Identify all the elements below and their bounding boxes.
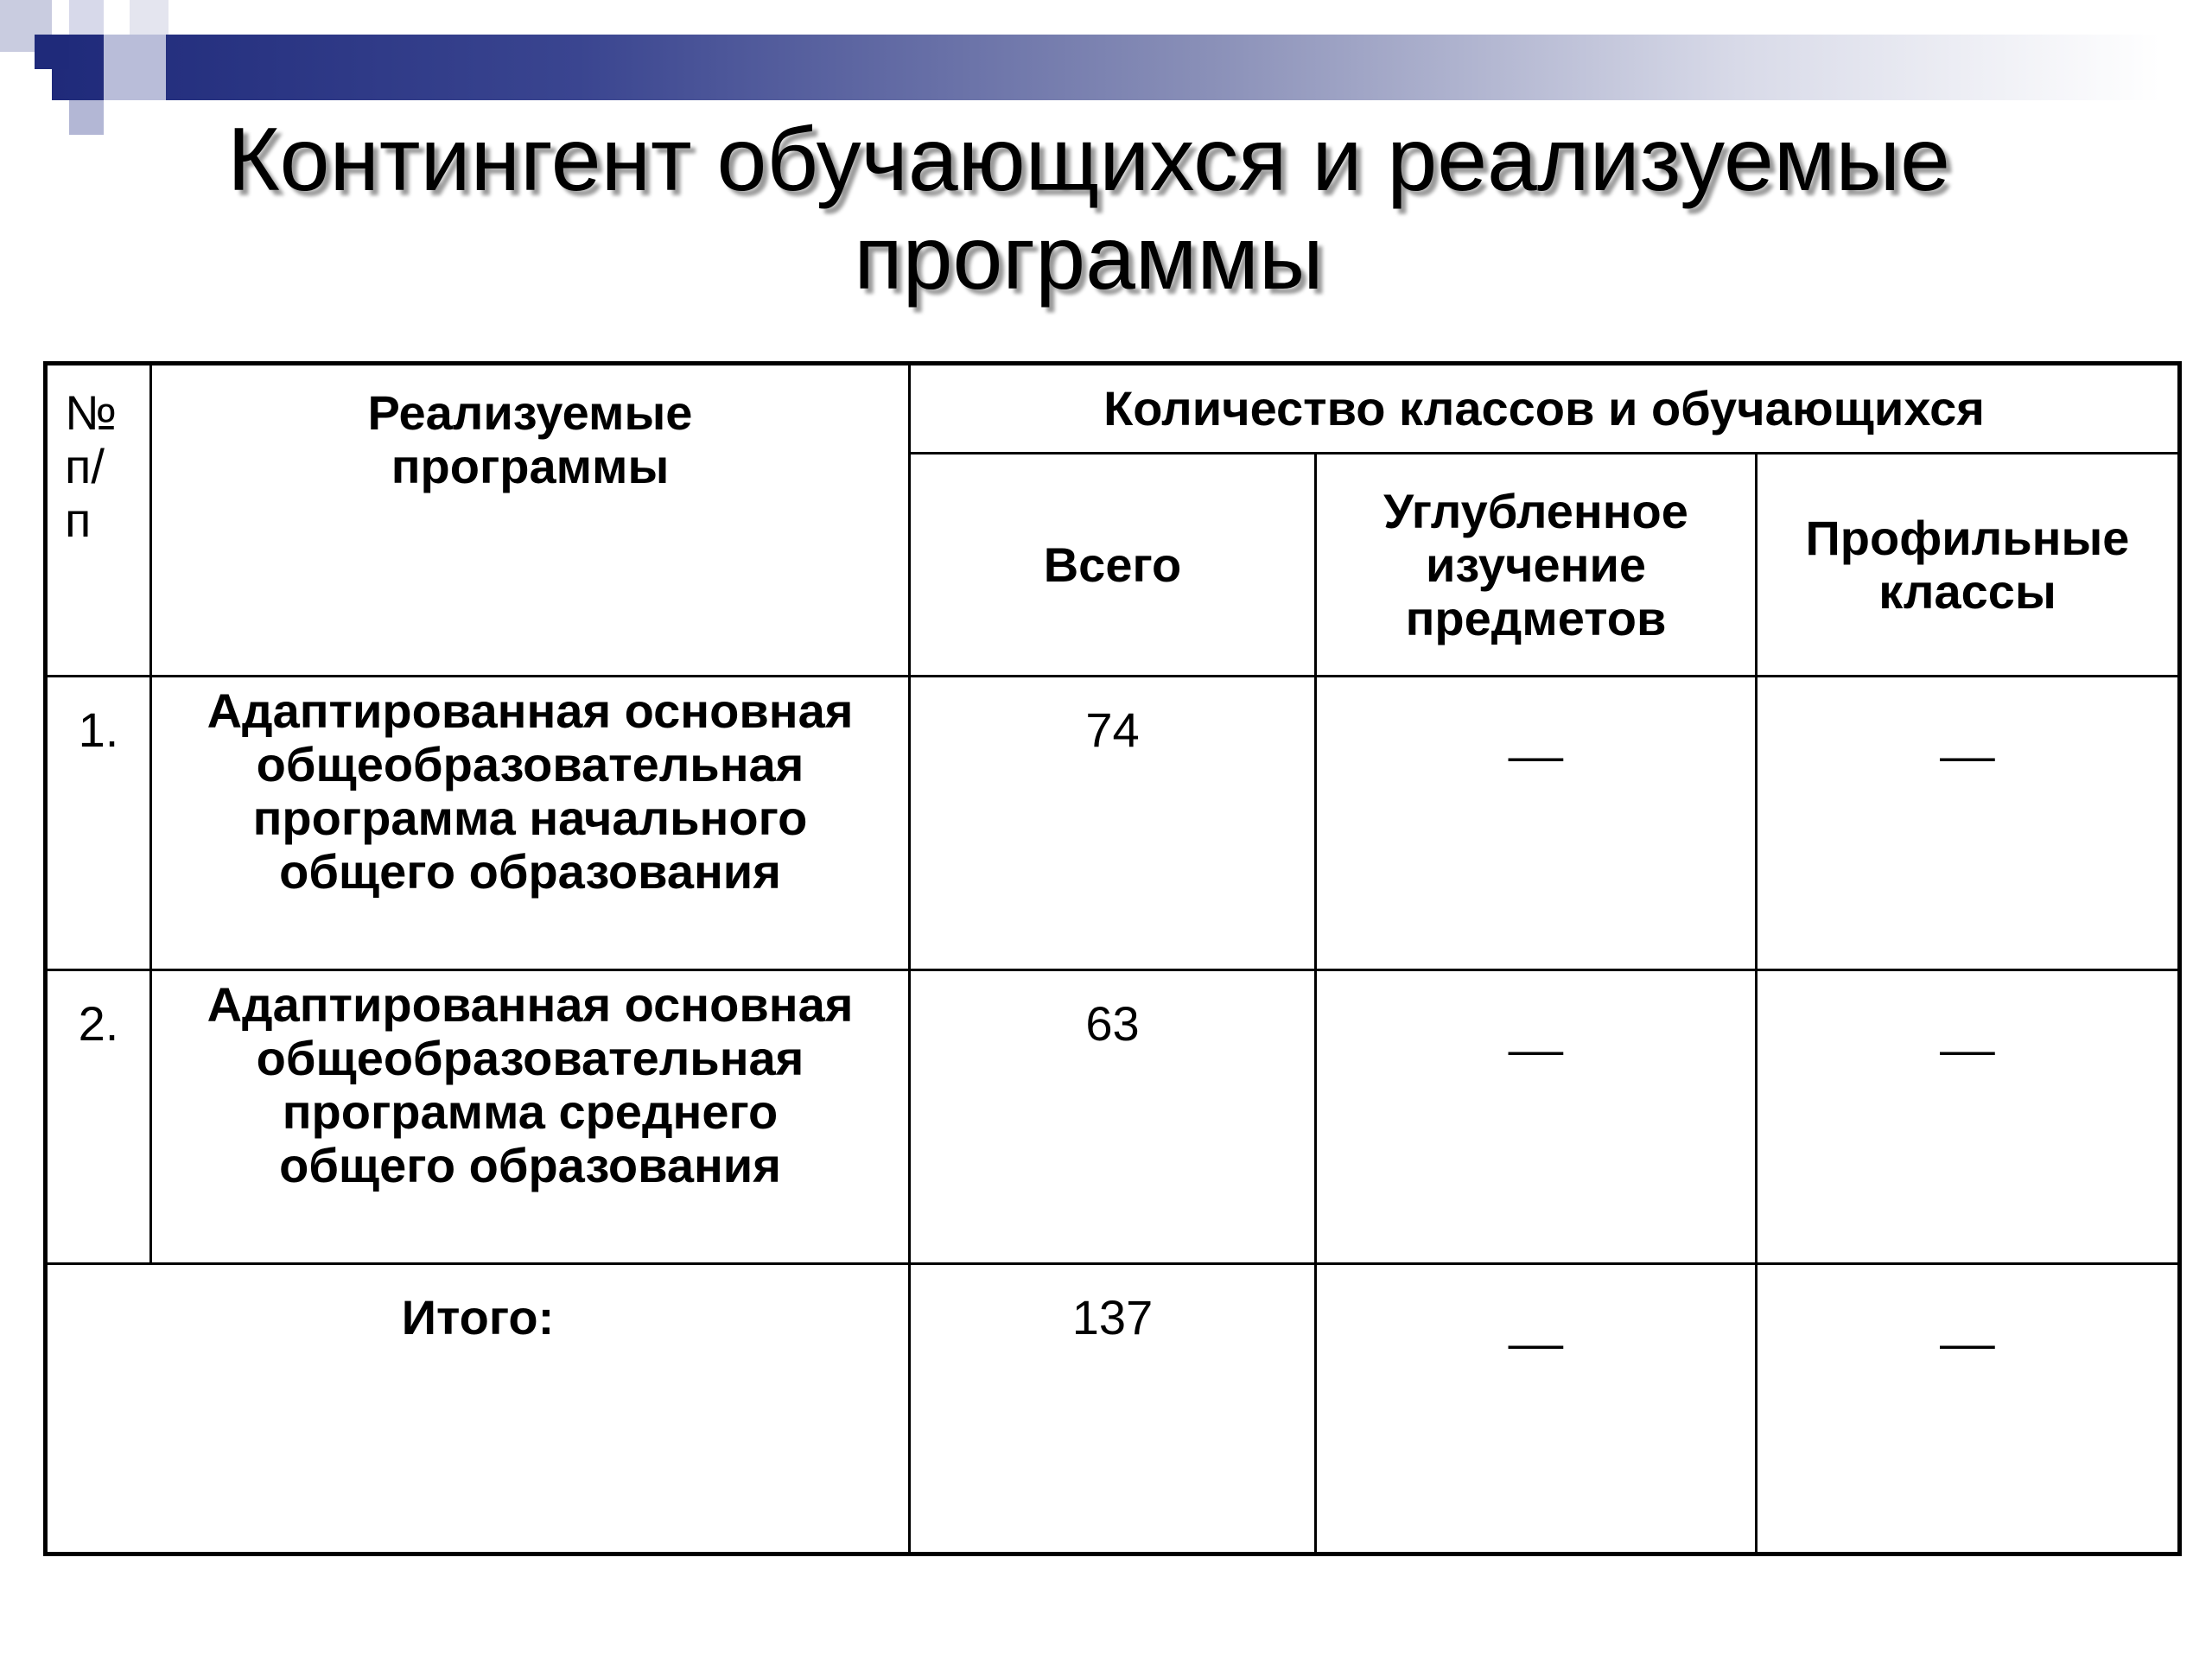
decor-square [104,35,166,100]
header-count-group-label: Количество классов и обучающихся [1103,381,1985,435]
header-advanced [1316,454,1757,677]
row-num: 2. [46,970,151,1264]
header-programs-label: Реализуемые программы [367,385,693,493]
decor-square [130,0,168,35]
summary-row [46,1264,2180,1554]
row-total: 74 [910,677,1316,970]
row-num: 1. [46,677,151,970]
table-row [46,677,2180,970]
slide-title-line2: программы [854,208,1324,308]
summary-advanced: __ [1316,1264,1757,1554]
row-advanced: __ [1316,677,1757,970]
header-total-label: Всего [1043,537,1182,592]
header-num-label: № п/ п [65,385,118,547]
header-count-group [910,364,2180,454]
row-program-label: Адаптированная основная общеобразовательная программа начального общего образования [207,683,854,899]
programs-table [43,361,2182,1556]
row-advanced: __ [1316,970,1757,1264]
slide-title [52,111,2126,308]
row-profile: __ [1757,970,2180,1264]
header-total [910,454,1316,677]
row-total: 63 [910,970,1316,1264]
decor-square [69,0,104,35]
summary-profile: __ [1757,1264,2180,1554]
header-profile-label: Профильные классы [1805,510,2130,619]
header-programs [151,364,910,677]
row-program [151,970,910,1264]
decor-square [35,35,69,69]
header-advanced-label: Углубленное изучение предметов [1383,483,1688,645]
header-profile [1757,454,2180,677]
table-row [46,970,2180,1264]
header-num [46,364,151,677]
summary-label: Итого: [46,1264,910,1554]
row-program-label: Адаптированная основная общеобразовательная программа среднего общего образования [207,977,854,1192]
slide-title-line1: Контингент обучающихся и реализуемые [227,110,1950,210]
row-program [151,677,910,970]
header-band [52,35,2160,100]
row-profile: __ [1757,677,2180,970]
summary-total: 137 [910,1264,1316,1554]
